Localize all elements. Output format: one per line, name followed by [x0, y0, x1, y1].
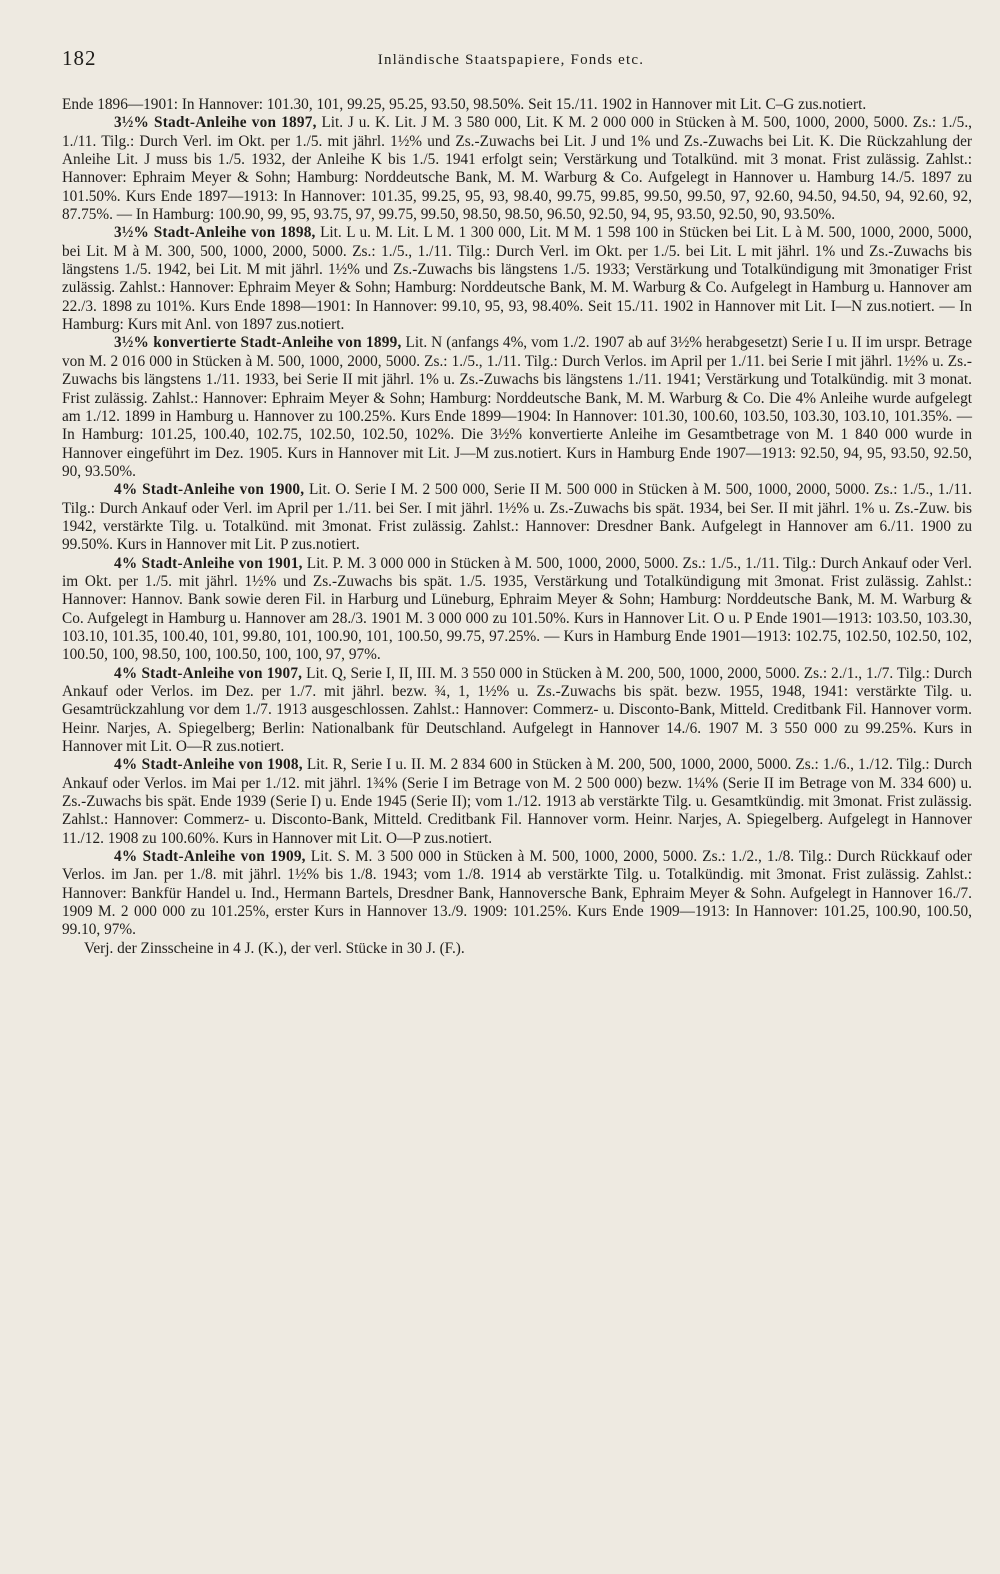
paragraph-loan-1909 — [62, 848, 972, 940]
loan-heading-1901: 4% Stadt-Anleihe von 1901, — [114, 554, 303, 572]
loan-heading-1897: 3½% Stadt-Anleihe von 1897, — [114, 114, 317, 132]
paragraph-loan-1901 — [62, 555, 972, 665]
paragraph-intro — [62, 96, 972, 114]
running-title: Inländische Staatspapiere, Fonds etc. — [377, 52, 645, 68]
page-number: 182 — [62, 46, 97, 70]
body-text — [62, 96, 972, 958]
paragraph-text: Ende 1896—1901: In Hannover: 101.30, 101, 99.25, 95.25, 93.50, 98.50%. Seit 15./11. 1902 in Hannover mit Lit. C–G zus.notiert. — [62, 96, 867, 113]
paragraph-text: Lit. N (anfangs 4%, vom 1./2. 1907 ab auf 3½% herabgesetzt) Serie I u. II im urspr. Betrage von M. 2 016 000 in Stücken à M. 500, 1000, 2000, 5000. Zs.: 1./5., 1./11. Tilg.: Durch Verlos. im April per 1./11. bei Serie I mit jährl. 1½% u. Zs.-Zuwachs bis längstens 1./11. 1933, bei Serie II mit jährl. 1% u. Zs.-Zuwachs bis längstens 1./11. 1941; Verstärkung und Totalkündig. mit 3 monat. Frist zulässig. Zahlst.: Hannover: Ephraim Meyer & Sohn; Hamburg: Norddeutsche Bank, M. M. Warburg & Co. Die 4% Anleihe wurde aufgelegt am 1./12. 1899 in Hamburg u. Hannover zu 100.25%. Kurs Ende 1899—1904: In Hannover: 101.30, 100.60, 103.50, 103.30, 103.10, 101.35%. — In Hamburg: 101.25, 100.40, 102.75, 102.50, 102.50, 102%. Die 3½% konvertierte Anleihe im Gesamtbetrage von M. 1 840 000 wurde in Hannover eingeführt im Dez. 1905. Kurs in Hannover mit Lit. J—M zus.notiert. Kurs in Hamburg Ende 1907—1913: 92.50, 94, 95, 93.50, 92.50, 90, 93.50%. — [62, 334, 972, 480]
loan-heading-1909: 4% Stadt-Anleihe von 1909, — [114, 848, 306, 866]
paragraph-loan-1898 — [62, 224, 972, 334]
paragraph-text: Lit. R, Serie I u. II. M. 2 834 600 in Stücken à M. 200, 500, 1000, 2000, 5000. Zs.: 1./6., 1./12. Tilg.: Durch Ankauf oder Verlos. im Mai per 1./12. mit jährl. 1¾% (Serie I im Betrage von M. 2 500 000) bezw. 1¼% (Serie II im Betrage von M. 334 600) u. Zs.-Zuwachs bis spät. Ende 1939 (Serie I) u. Ende 1945 (Serie II); vom 1./12. 1913 ab verstärkte Tilg. u. Gesamtkündig. mit 3monat. Frist zulässig. Zahlst.: Hannover: Commerz- u. Disconto-Bank, Mitteld. Creditbank Fil. Hannover vorm. Heinr. Narjes, A. Spiegelberg. Aufgelegt in Hannover 11./12. 1908 zu 100.60%. Kurs in Hannover mit Lit. O—P zus.notiert. — [62, 756, 972, 847]
paragraph-limitation-note — [62, 940, 972, 958]
paragraph-text: Lit. Q, Serie I, II, III. M. 3 550 000 in Stücken à M. 200, 500, 1000, 2000, 5000. Zs.: 2./1., 1./7. Tilg.: Durch Ankauf oder Verlos. im Dez. per 1./7. mit jährl. bezw. ¾, 1, 1½% u. Zs.-Zuwachs bis spät. bezw. 1955, 1948, 1941: verstärkte Tilg. u. Gesamtrückzahlung vor dem 1./7. 1913 ausgeschlossen. Zahlst.: Hannover: Commerz- u. Disconto-Bank, Mitteld. Creditbank Fil. Hannover vorm. Heinr. Narjes, A. Spiegelberg; Berlin: Nationalbank für Deutschland. Aufgelegt in Hannover 14./6. 1907 M. 3 550 000 zu 99.25%. Kurs in Hannover mit Lit. O—R zus.notiert. — [62, 664, 972, 756]
paragraph-text: Lit. J u. K. Lit. J M. 3 580 000, Lit. K M. 2 000 000 in Stücken à M. 500, 1000, 2000, 5000. Zs.: 1./5., 1./11. Tilg.: Durch Verl. im Okt. per 1./5. mit jährl. 1½% und Zs.-Zuwachs bei Lit. J und 1% und Zs.-Zuwachs bei Lit. K. Die Rückzahlung der Anleihe Lit. J muss bis 1./5. 1932, der Anleihe K bis 1./5. 1941 erfolgt sein; Verstärkung und Totalkünd. mit 3 monat. Frist zulässig. Zahlst.: Hannover: Ephraim Meyer & Sohn; Hamburg: Norddeutsche Bank, M. M. Warburg & Co. Aufgelegt in Hannover u. Hamburg 14./5. 1897 zu 101.50%. Kurs Ende 1897—1913: In Hannover: 101.35, 99.25, 95, 93, 98.40, 99.75, 99.85, 99.50, 99.50, 97, 92.60, 94.50, 94.50, 94, 92.60, 92, 87.75%. — In Hamburg: 100.90, 99, 95, 93.75, 97, 99.75, 99.50, 98.50, 98.50, 96.50, 92.50, 94, 95, 93.50, 92.50, 90, 93.50%. — [62, 114, 972, 224]
paragraph-text: Verj. der Zinsscheine in 4 J. (K.), der verl. Stücke in 30 J. (F.). — [84, 939, 465, 957]
paragraph-text: Lit. L u. M. Lit. L M. 1 300 000, Lit. M M. 1 598 100 in Stücken bei Lit. L à M. 500, 1000, 2000, 5000, bei Lit. M à M. 300, 500, 1000, 2000, 5000. Zs.: 1./5., 1./11. Tilg.: Durch Verl. im Okt. per 1./5. bei Lit. L mit jährl. 1% und Zs.-Zuwachs bis längstens 1./5. 1942, bei Lit. M mit jährl. 1½% und Zs.-Zuwachs bis längstens 1./5. 1933; Verstärkung und Totalkündigung mit 3monatiger Frist zulässig. Zahlst.: Hannover: Ephraim Meyer & Sohn; Hamburg: Norddeutsche Bank, M. M. Warburg & Co. Aufgelegt in Hamburg u. Hannover am 22./3. 1898 zu 101%. Kurs Ende 1898—1901: In Hannover: 99.10, 95, 93, 98.40%. Seit 15./11. 1902 in Hannover mit Lit. I—N zus.notiert. — In Hamburg: Kurs mit Anl. von 1897 zus.notiert. — [62, 224, 972, 334]
paragraph-loan-1900 — [62, 481, 972, 554]
loan-heading-1907: 4% Stadt-Anleihe von 1907, — [114, 664, 303, 682]
paragraph-text: Lit. S. M. 3 500 000 in Stücken à M. 500, 1000, 2000, 5000. Zs.: 1./2., 1./8. Tilg.: Durch Rückkauf oder Verlos. im Jan. per 1./8. mit jährl. 1½% bis 1./8. 1943; vom 1./8. 1914 ab verstärkte Tilg. u. Totalkündig. mit 3monat. Frist zulässig. Zahlst.: Hannover: Bankfür Handel u. Ind., Hermann Bartels, Dresdner Bank, Hannoversche Bank, Ephraim Meyer & Sohn. Aufgelegt in Hannover 16./7. 1909 M. 2 000 000 zu 101.25%, erster Kurs in Hannover 13./9. 1909: 101.25%. Kurs Ende 1909—1913: In Hannover: 101.25, 100.90, 100.50, 99.10, 97%. — [62, 848, 972, 939]
paragraph-text: Lit. O. Serie I M. 2 500 000, Serie II M. 500 000 in Stücken à M. 500, 1000, 2000, 5000. Zs.: 1./5., 1./11. Tilg.: Durch Ankauf oder Verl. im April per 1./11. bei Ser. I mit jährl. 1½% u. Zs.-Zuwachs bis spät. 1934, bei Ser. II mit jährl. 1% u. Zs.-Zuw. bis 1942, verstärkte Tilg. u. Totalkünd. mit 3monat. Frist zulässig. Zahlst.: Hannover: Dresdner Bank. Aufgelegt in Hannover am 6./11. 1900 zu 99.50%. Kurs in Hannover mit Lit. P zus.notiert. — [62, 481, 972, 554]
loan-heading-1908: 4% Stadt-Anleihe von 1908, — [114, 756, 303, 774]
paragraph-text: Lit. P. M. 3 000 000 in Stücken à M. 500, 1000, 2000, 5000. Zs.: 1./5., 1./11. Tilg.: Durch Ankauf oder Verl. im Okt. per 1./5. mit jährl. 1½% und Zs.-Zuwachs bis spät. 1./5. 1935, Verstärkung und Totalkündigung mit 3monat. Frist zulässig. Zahlst.: Hannover: Hannov. Bank sowie deren Fil. in Harburg und Lüneburg, Ephraim Meyer & Sohn; Hamburg: Norddeutsche Bank, M. M. Warburg & Co. Aufgelegt in Hamburg u. Hannover am 28./3. 1901 M. 3 000 000 zu 101.50%. Kurs in Hannover Lit. O u. P Ende 1901—1913: 103.50, 103.30, 103.10, 101.35, 100.40, 101, 99.80, 101, 100.90, 101, 100.50, 99.75, 97.25%. — Kurs in Hamburg Ende 1901—1913: 102.75, 102.50, 102.50, 102, 100.50, 100, 98.50, 100, 100.50, 100, 100, 97, 97%. — [62, 554, 972, 664]
loan-heading-1898: 3½% Stadt-Anleihe von 1898, — [114, 224, 316, 242]
paragraph-loan-1897 — [62, 114, 972, 224]
paragraph-loan-1907 — [62, 665, 972, 757]
paragraph-loan-1899 — [62, 334, 972, 481]
loan-heading-1899: 3½% konvertierte Stadt-Anleihe von 1899, — [114, 334, 402, 352]
loan-heading-1900: 4% Stadt-Anleihe von 1900, — [114, 481, 305, 499]
paragraph-loan-1908 — [62, 756, 972, 848]
page-header — [62, 46, 960, 78]
